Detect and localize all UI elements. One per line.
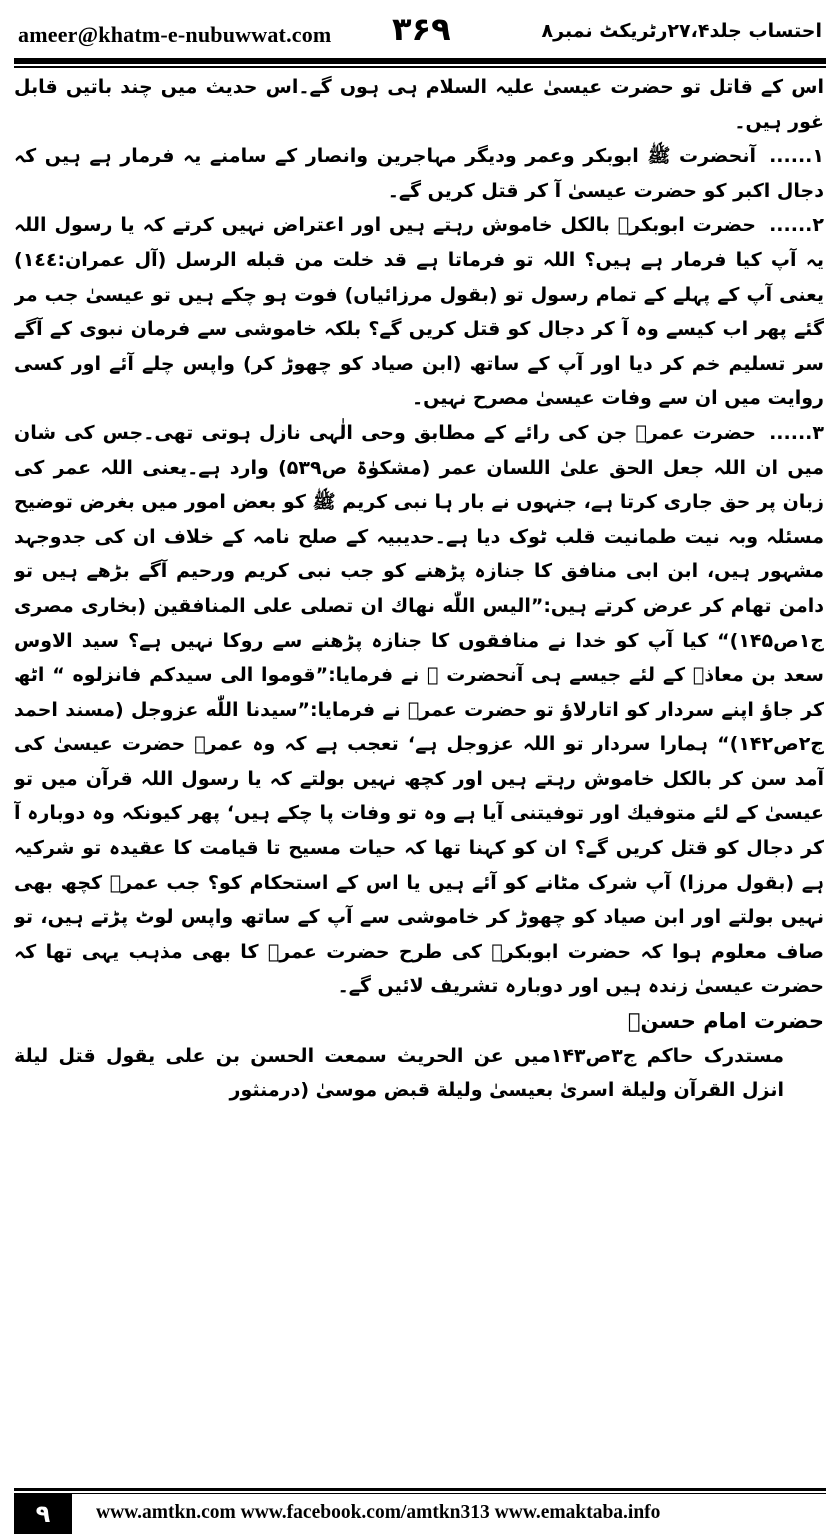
- section-heading: حضرت امام حسنؓ: [627, 1009, 824, 1034]
- point-number-2: ۲......: [769, 214, 824, 237]
- footer-rule: [14, 1488, 826, 1494]
- point-text-3: حضرت عمرؓ جن کی رائے کے مطابق وحی الٰہی نازل ہوتی تھی۔جس کی شان میں ان اللہ جعل الحق علیٰ اللسان عمر (مشکوٰۃ ص۵۳۹) وارد ہے۔یعنی اللہ عمر کی زبان پر حق جاری کرتا ہے، جنہوں نے بار ہا نبی کریم ﷺ کو بعض امور میں بغرض توضیح مسئلہ وبہ نیت طمانیت قلب ٹوک دیا ہے۔حدیبیہ کے صلح نامہ کے خلاف ان کی جدوجہد مشہور ہیں، ابن ابی منافق کا جنازہ پڑھنے کو جب نبی کریم ورحیم آگے بڑھے ہیں تو دامن تھام کر عرض کرتے ہیں:”الیس اللّٰه نهاك ان تصلی علی المنافقین (بخاری مصری ج۱ص۱۴۵)“ کیا آپ کو خدا نے منافقوں کا جنازہ پڑھنے سے روکا نہیں ہے؟ سید الاوس سعد بن معاذؓ کے لئے جیسے ہی آنحضرت ﷺ نے فرمایا:”قوموا الی سیدکم فانزلوه “ اٹھ کر جاؤ اپنے سردار کو اتارلاؤ تو حضرت عمرؓ نے فرمایا:”سیدنا اللّٰه عزوجل (مسند احمد ج۲ص۱۴۲)“ ہمارا سردار تو اللہ عزوجل ہے‘ تعجب ہے کہ وہ عمرؓ حضرت عیسیٰ کی آمد سن کر بالکل خاموش رہتے ہیں اور کچھ نہیں بولتے کہ یا رسول اللہ قرآن میں تو عیسیٰ کے لئے متوفیك اور توفیتنی آیا ہے وہ تو وفات پا چکے ہیں‘ پھر کیونکہ وہ دوبارہ آ کر دجال کو قتل کریں گے؟ ان کو کہنا تھا کہ حیات مسیح تا قیامت کا عقیدہ تو شرکیہ ہے (بقول مرزا) آپ شرک مٹانے کو آئے ہیں یا اس کے استحکام کو؟ جب عمرؓ کچھ بھی نہیں بولتے اور ابن صیاد کو چھوڑ کر خاموشی سے آپ کے ساتھ واپس لوٹ پڑتے ہیں، تو صاف معلوم ہوا کہ حضرت ابوبکرؓ کی طرح حضرت عمرؓ کا بھی مذہب یہی تھا کہ حضرت عیسیٰ زندہ ہیں اور دوبارہ تشریف لائیں گے۔: [14, 421, 824, 998]
- paragraph-intro: اس کے قاتل تو حضرت عیسیٰ علیہ السلام ہی ہوں گے۔اس حدیث میں چند باتیں قابل غور ہیں۔: [14, 76, 824, 133]
- footer-page-number: ۹: [14, 1494, 72, 1534]
- page-body: [14, 70, 824, 1450]
- page-header: [14, 8, 826, 54]
- footer-links[interactable]: www.amtkn.com www.facebook.com/amtkn313 www.emaktaba.info: [96, 1502, 661, 1523]
- paragraph-point-3: [14, 416, 824, 1004]
- header-page-number: ۳۶۹: [392, 10, 451, 48]
- paragraph-point-1: [14, 139, 824, 208]
- paragraph-point-2: [14, 208, 824, 416]
- point-number-1: ۱......: [769, 145, 824, 168]
- header-email: ameer@khatm-e-nubuwwat.com: [18, 22, 332, 47]
- paragraph-mustadrak: مستدرک حاکم ج۳ص۱۴۳میں عن الحریث سمعت الحسن بن علی یقول قتل لیلة انزل القرآن ولیلة اسریٰ بعیسیٰ ولیلة قبض موسیٰ (درمنثور: [14, 1044, 785, 1102]
- point-text-2: حضرت ابوبکرؓ بالکل خاموش رہتے ہیں اور اعتراض نہیں کرتے کہ یا رسول اللہ یہ آپ کیا فرمار ہے ہیں؟ اللہ تو فرماتا ہے قد خلت من قبله الرسل (آل عمران:۱٤٤) یعنی آپ کے پہلے کے تمام رسول تو (بقول مرزائیاں) فوت ہو چکے ہیں تو عیسیٰ جب مر گئے پھر اب کیسے وہ آ کر دجال کو قتل کریں گے؟ بلکہ خاموشی سے فرمان نبوی کے آگے سر تسلیم خم کر دیا اور آپ کے ساتھ (ابن صیاد کو چھوڑ کر) واپس چلے آئے اور کسی روایت میں ان سے وفات عیسیٰ مصرح نہیں۔: [14, 214, 824, 410]
- header-series-title: احتساب جلد۲۷،۴رٹریکٹ نمبر۸: [541, 20, 822, 42]
- point-text-1: آنحضرت ﷺ ابوبکر وعمر ودیگر مہاجرین وانصار کے سامنے یہ فرمار ہے ہیں کہ دجال اکبر کو حضرت عیسیٰ آ کر قتل کریں گے۔: [14, 145, 824, 202]
- point-number-3: ۳......: [769, 421, 824, 444]
- header-rule: [14, 58, 826, 68]
